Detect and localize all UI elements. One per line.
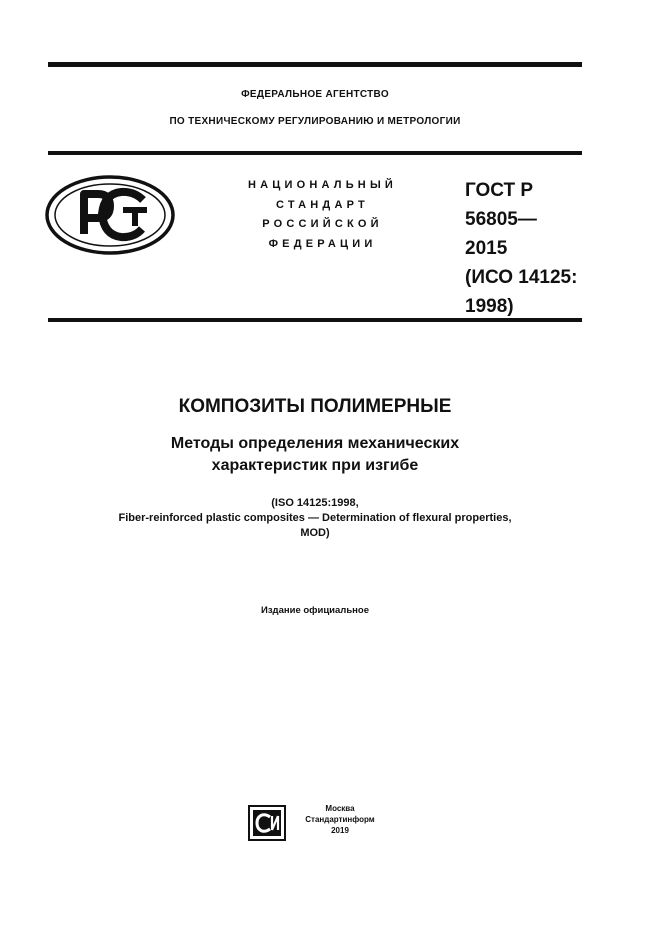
agency-line-2: ПО ТЕХНИЧЕСКОМУ РЕГУЛИРОВАНИЮ И МЕТРОЛОГИИ — [169, 116, 461, 127]
standard-type-line-3: РОССИЙСКОЙ — [262, 218, 383, 230]
edition-label: Издание официальное — [261, 605, 369, 616]
publisher-city: Москва — [325, 804, 355, 813]
header-rule — [48, 151, 582, 155]
designation-line-4: (ИСО 14125: — [465, 267, 578, 288]
designation-line-3: 2015 — [465, 238, 508, 259]
publisher-block — [248, 803, 388, 841]
document-title: КОМПОЗИТЫ ПОЛИМЕРНЫЕ — [178, 396, 452, 417]
subtitle-line-2: характеристик при изгибе — [211, 457, 419, 474]
iso-reference-line-2: Fiber-reinforced plastic composites — Determination of flexural properties, — [118, 512, 512, 524]
standard-designation — [465, 176, 577, 321]
standard-type-line-4: ФЕДЕРАЦИИ — [268, 237, 377, 250]
top-rule — [48, 62, 582, 67]
designation-line-2: 56805— — [465, 209, 537, 230]
publisher-name: Стандартинформ — [305, 815, 375, 824]
standard-type — [210, 176, 435, 254]
publisher-text — [294, 803, 386, 836]
standard-type-line-1: НАЦИОНАЛЬНЫЙ — [247, 179, 398, 191]
designation-rule — [48, 318, 582, 322]
document-subtitle — [48, 433, 582, 477]
iso-reference-line-3: MOD) — [300, 527, 330, 539]
designation-line-5: 1998) — [465, 296, 514, 317]
subtitle-line-1: Методы определения механических — [170, 435, 460, 452]
agency-line-1: ФЕДЕРАЛЬНОЕ АГЕНТСТВО — [241, 89, 389, 100]
publisher-year: 2019 — [331, 826, 349, 835]
standartinform-logo-icon — [248, 805, 286, 841]
standard-type-line-2: СТАНДАРТ — [276, 198, 369, 211]
designation-line-1: ГОСТ Р — [465, 180, 534, 201]
iso-reference-line-1: (ISO 14125:1998, — [271, 497, 359, 509]
rst-certification-mark-icon — [44, 174, 176, 256]
iso-reference — [48, 496, 582, 541]
